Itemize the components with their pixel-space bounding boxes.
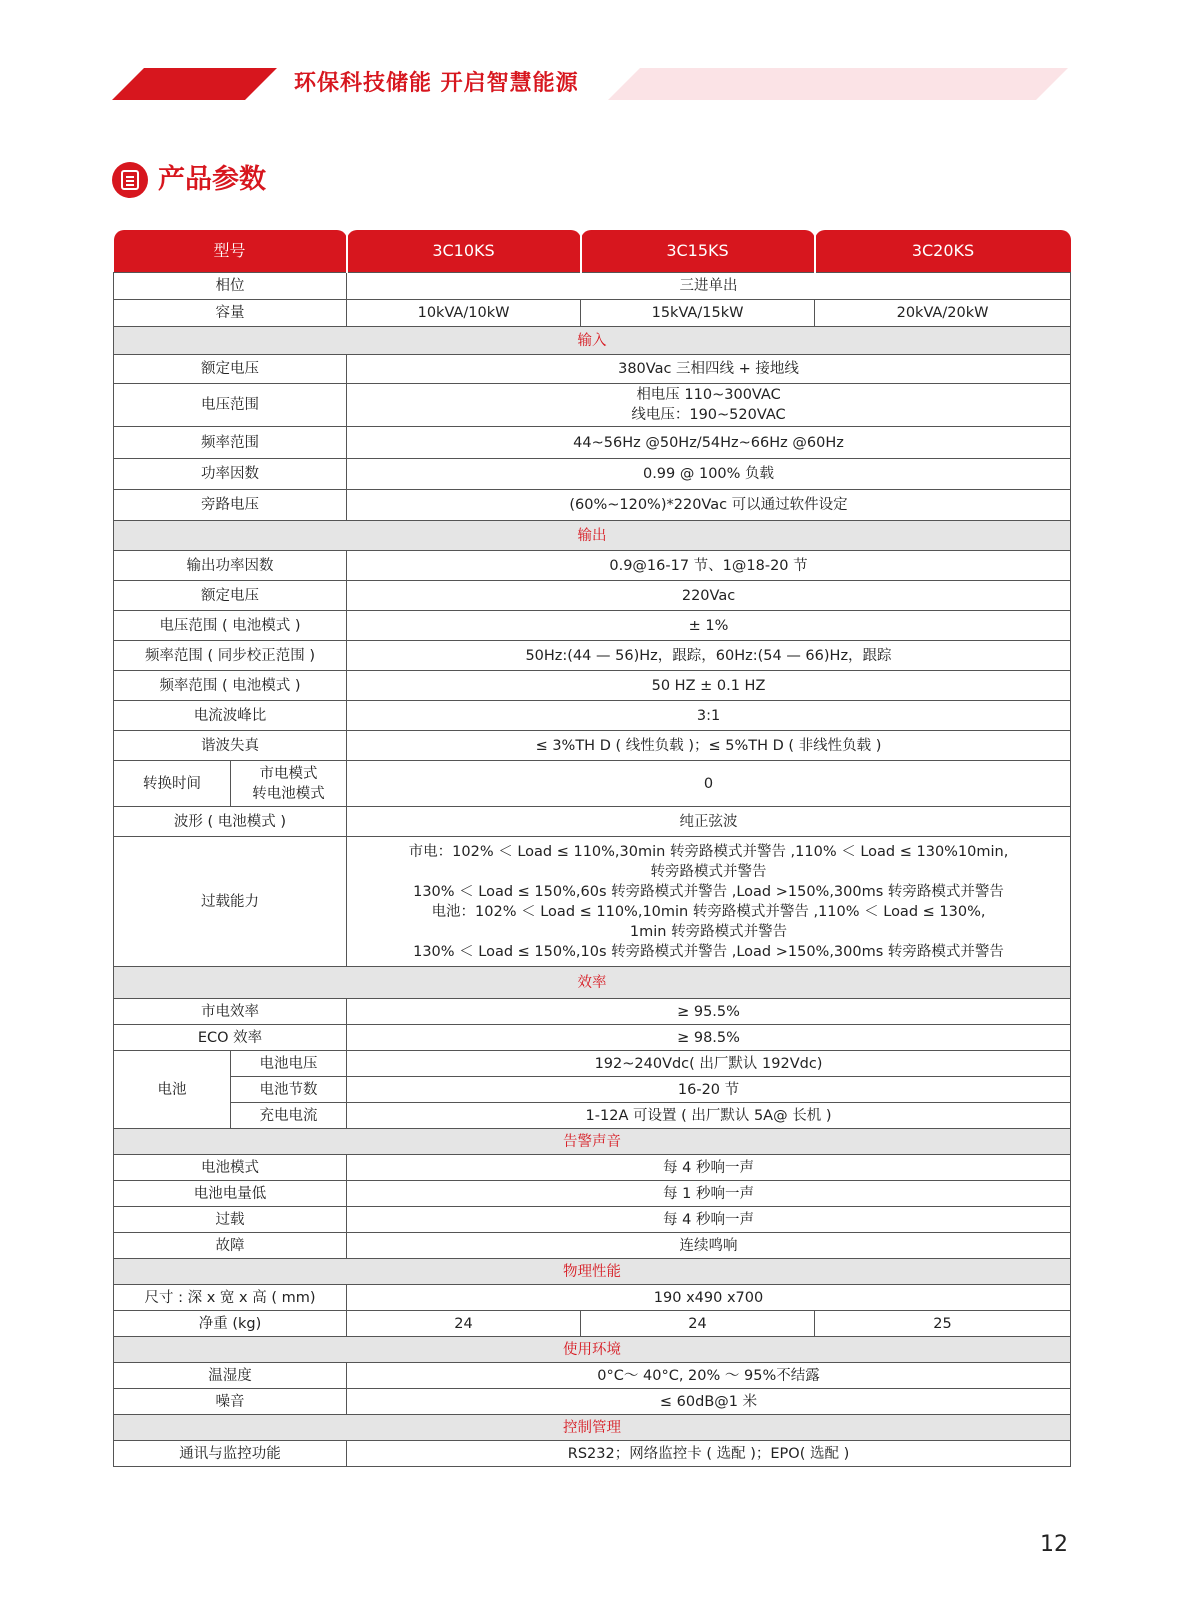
value-line: 电池：102% ＜ Load ≤ 110%,10min 转旁路模式并警告 ,110% ＜ Load ≤ 130%, xyxy=(431,903,986,920)
table-header-row xyxy=(114,230,1071,273)
row-label: 频率范围 ( 同步校正范围 ) xyxy=(114,641,347,671)
section-row-input xyxy=(114,327,1071,355)
table-row xyxy=(114,1363,1071,1389)
row-value: 三进单出 xyxy=(347,273,1071,300)
section-label: 输出 xyxy=(114,521,1071,551)
value-line: 转旁路模式并警告 xyxy=(650,863,767,880)
row-label: 净重 (kg) xyxy=(114,1311,347,1337)
row-value: RS232；网络监控卡 ( 选配 )；EPO( 选配 ) xyxy=(347,1441,1071,1467)
table-row xyxy=(114,641,1071,671)
section-label: 使用环境 xyxy=(114,1337,1071,1363)
row-value: 每 4 秒响一声 xyxy=(347,1155,1071,1181)
row-sublabel: 电池节数 xyxy=(231,1077,347,1103)
row-label: 额定电压 xyxy=(114,581,347,611)
row-value: 16-20 节 xyxy=(347,1077,1071,1103)
page-number: 12 xyxy=(1040,1532,1068,1557)
row-value: 192~240Vdc( 出厂默认 192Vdc) xyxy=(347,1051,1071,1077)
table-row xyxy=(114,459,1071,490)
table-row xyxy=(114,300,1071,327)
row-value: 0°C～ 40°C, 20% ～ 95%不结露 xyxy=(347,1363,1071,1389)
value-line: 相电压 110~300VAC xyxy=(636,387,781,403)
row-label: 过载能力 xyxy=(114,837,347,967)
banner-red-stripe xyxy=(112,68,277,100)
section-title: 产品参数 xyxy=(158,164,266,195)
row-value: 0.99 @ 100% 负载 xyxy=(347,459,1071,490)
row-sublabel xyxy=(231,761,347,807)
row-value: 190 x490 x700 xyxy=(347,1285,1071,1311)
row-label: 谐波失真 xyxy=(114,731,347,761)
table-row xyxy=(114,671,1071,701)
section-row-output xyxy=(114,521,1071,551)
weight-3c15ks: 24 xyxy=(581,1311,815,1337)
banner-pink-stripe xyxy=(608,68,1068,100)
table-row xyxy=(114,1285,1071,1311)
section-label: 输入 xyxy=(114,327,1071,355)
row-label: ECO 效率 xyxy=(114,1025,347,1051)
row-label: 电压范围 xyxy=(114,384,347,427)
weight-3c20ks: 25 xyxy=(815,1311,1071,1337)
row-value xyxy=(347,384,1071,427)
capacity-3c10ks: 10kVA/10kW xyxy=(347,300,581,327)
header-model: 型号 xyxy=(114,230,347,273)
capacity-3c15ks: 15kVA/15kW xyxy=(581,300,815,327)
sublabel-line: 转电池模式 xyxy=(252,785,325,802)
table-row xyxy=(114,837,1071,967)
table-row xyxy=(114,1233,1071,1259)
row-label: 温湿度 xyxy=(114,1363,347,1389)
header-3c10ks: 3C10KS xyxy=(347,230,581,273)
header-3c15ks: 3C15KS xyxy=(581,230,815,273)
sublabel-line: 市电模式 xyxy=(259,765,318,782)
row-label: 波形 ( 电池模式 ) xyxy=(114,807,347,837)
row-label: 转换时间 xyxy=(114,761,231,807)
table-row xyxy=(114,1441,1071,1467)
table-row xyxy=(114,581,1071,611)
row-value: ≥ 98.5% xyxy=(347,1025,1071,1051)
row-value: 3:1 xyxy=(347,701,1071,731)
spec-table xyxy=(113,230,1071,1467)
row-value: 连续鸣响 xyxy=(347,1233,1071,1259)
row-label: 频率范围 ( 电池模式 ) xyxy=(114,671,347,701)
table-row xyxy=(114,490,1071,521)
section-label: 物理性能 xyxy=(114,1259,1071,1285)
header-3c20ks: 3C20KS xyxy=(815,230,1071,273)
row-value: 44~56Hz @50Hz/54Hz~66Hz @60Hz xyxy=(347,427,1071,459)
row-label: 旁路电压 xyxy=(114,490,347,521)
weight-3c10ks: 24 xyxy=(347,1311,581,1337)
row-label: 额定电压 xyxy=(114,355,347,384)
table-row xyxy=(114,1025,1071,1051)
row-label: 故障 xyxy=(114,1233,347,1259)
row-label: 电池模式 xyxy=(114,1155,347,1181)
row-value: 0.9@16-17 节、1@18-20 节 xyxy=(347,551,1071,581)
table-row xyxy=(114,1207,1071,1233)
row-label: 频率范围 xyxy=(114,427,347,459)
row-label: 过载 xyxy=(114,1207,347,1233)
value-line: 1min 转旁路模式并警告 xyxy=(629,923,788,940)
row-sublabel: 充电电流 xyxy=(231,1103,347,1129)
row-label: 相位 xyxy=(114,273,347,300)
table-row xyxy=(114,1181,1071,1207)
value-line: 130% ＜ Load ≤ 150%,60s 转旁路模式并警告 ,Load >150%,300ms 转旁路模式并警告 xyxy=(413,883,1004,900)
table-row xyxy=(114,761,1071,807)
table-row xyxy=(114,807,1071,837)
row-value: 每 1 秒响一声 xyxy=(347,1181,1071,1207)
row-value: (60%~120%)*220Vac 可以通过软件设定 xyxy=(347,490,1071,521)
capacity-3c20ks: 20kVA/20kW xyxy=(815,300,1071,327)
row-value: 380Vac 三相四线 + 接地线 xyxy=(347,355,1071,384)
table-row xyxy=(114,701,1071,731)
row-label: 电池电量低 xyxy=(114,1181,347,1207)
table-row xyxy=(114,427,1071,459)
row-label: 通讯与监控功能 xyxy=(114,1441,347,1467)
table-row xyxy=(114,611,1071,641)
row-value: 50 HZ ± 0.1 HZ xyxy=(347,671,1071,701)
section-row-alarm xyxy=(114,1129,1071,1155)
row-label: 容量 xyxy=(114,300,347,327)
table-row xyxy=(114,1077,1071,1103)
table-row xyxy=(114,1155,1071,1181)
slogan: 环保科技储能 开启智慧能源 xyxy=(294,71,579,96)
table-row xyxy=(114,999,1071,1025)
row-value: ≤ 3%TH D ( 线性负载 )；≤ 5%TH D ( 非线性负载 ) xyxy=(347,731,1071,761)
table-row xyxy=(114,1103,1071,1129)
value-line: 线电压：190~520VAC xyxy=(631,407,786,423)
section-row-environment xyxy=(114,1337,1071,1363)
row-value: ± 1% xyxy=(347,611,1071,641)
row-value: ≤ 60dB@1 米 xyxy=(347,1389,1071,1415)
row-value xyxy=(347,837,1071,967)
table-row xyxy=(114,355,1071,384)
row-label: 电池 xyxy=(114,1051,231,1129)
section-label: 告警声音 xyxy=(114,1129,1071,1155)
row-value: 50Hz:(44 — 56)Hz，跟踪，60Hz:(54 — 66)Hz，跟踪 xyxy=(347,641,1071,671)
row-sublabel: 电池电压 xyxy=(231,1051,347,1077)
row-value: ≥ 95.5% xyxy=(347,999,1071,1025)
row-value: 纯正弦波 xyxy=(347,807,1071,837)
table-row xyxy=(114,1311,1071,1337)
row-value: 每 4 秒响一声 xyxy=(347,1207,1071,1233)
row-value: 1-12A 可设置 ( 出厂默认 5A@ 长机 ) xyxy=(347,1103,1071,1129)
row-label: 输出功率因数 xyxy=(114,551,347,581)
row-label: 功率因数 xyxy=(114,459,347,490)
row-value: 220Vac xyxy=(347,581,1071,611)
table-row xyxy=(114,551,1071,581)
row-label: 市电效率 xyxy=(114,999,347,1025)
table-row xyxy=(114,384,1071,427)
table-row xyxy=(114,273,1071,300)
top-banner xyxy=(0,0,1190,120)
section-row-efficiency xyxy=(114,967,1071,999)
row-label: 噪音 xyxy=(114,1389,347,1415)
value-line: 130% ＜ Load ≤ 150%,10s 转旁路模式并警告 ,Load >150%,300ms 转旁路模式并警告 xyxy=(413,943,1004,960)
table-row xyxy=(114,1051,1071,1077)
section-row-control xyxy=(114,1415,1071,1441)
section-label: 效率 xyxy=(114,967,1071,999)
row-value: 0 xyxy=(347,761,1071,807)
table-row xyxy=(114,731,1071,761)
section-label: 控制管理 xyxy=(114,1415,1071,1441)
value-line: 市电：102% ＜ Load ≤ 110%,30min 转旁路模式并警告 ,110% ＜ Load ≤ 130%10min, xyxy=(408,843,1009,860)
section-row-physical xyxy=(114,1259,1071,1285)
row-label: 电压范围 ( 电池模式 ) xyxy=(114,611,347,641)
row-label: 尺寸 : 深 x 宽 x 高 ( mm) xyxy=(114,1285,347,1311)
document-list-icon xyxy=(112,162,148,198)
table-row xyxy=(114,1389,1071,1415)
row-label: 电流波峰比 xyxy=(114,701,347,731)
